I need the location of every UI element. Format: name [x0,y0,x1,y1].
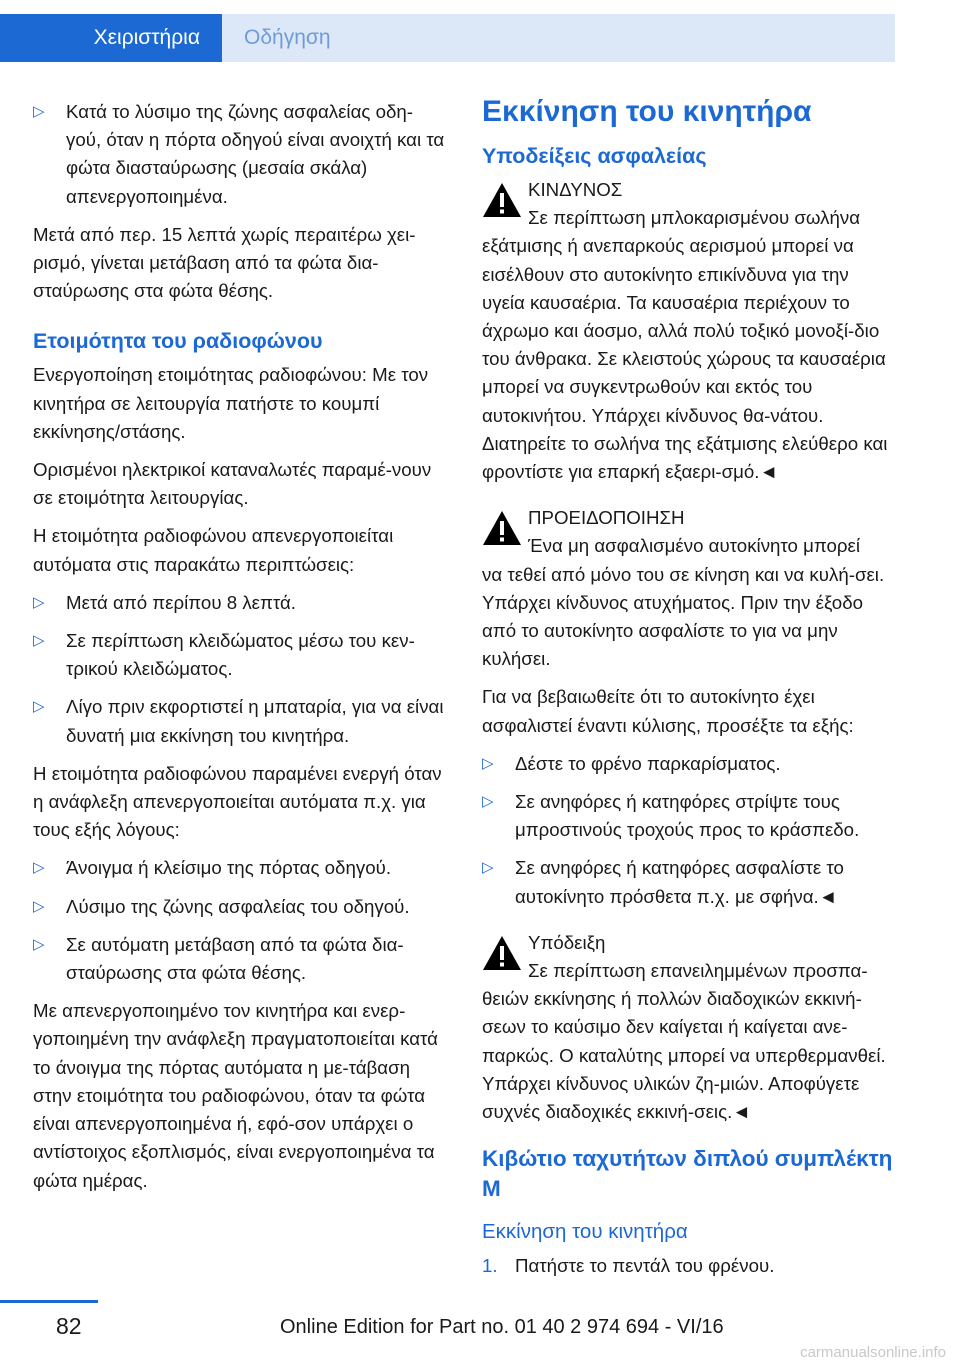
notice-title: ΚΙΝΔΥΝΟΣ [528,179,623,200]
triangle-right-outline-icon: ▷ [33,632,45,650]
footer-divider [0,1300,98,1303]
tab-driving[interactable]: Οδήγηση [222,14,895,62]
list-item: ▷ Σε ανηφόρες ή κατηφόρες ασφαλίστε το αυτοκίνητο πρόσθετα π.χ. με σφήνα.◄ [482,854,895,910]
list-item: ▷ Λύσιμο της ζώνης ασφαλείας του οδηγού. [33,893,448,921]
list-item: ▷ Κατά το λύσιμο της ζώνης ασφαλείας οδη‐γού, όταν η πόρτα οδηγού είναι ανοιχτή και τα φώτα διασταύρωσης (μεσαία σκάλα) απενεργοποιημένα. [33,98,448,211]
triangle-right-outline-icon: ▷ [482,754,494,772]
tab-controls[interactable]: Χειριστήρια [0,14,222,62]
warning-triangle-icon [482,182,522,218]
triangle-right-outline-icon: ▷ [33,103,45,120]
paragraph: Η ετοιμότητα ραδιοφώνου παραμένει ενεργή όταν η ανάφλεξη απενεργοποιείται αυτόματα π.χ. για τους εξής λόγους: [33,762,442,841]
list-item: ▷ Άνοιγμα ή κλείσιμο της πόρτας οδηγού. [33,854,448,882]
triangle-right-outline-icon: ▷ [33,593,45,611]
triangle-right-outline-icon: ▷ [482,793,494,811]
watermark: carmanualsonline.info [800,1344,946,1361]
triangle-right-outline-icon: ▷ [33,935,45,953]
list-item: ▷ Σε περίπτωση κλειδώματος μέσω του κεν‐τρικού κλειδώματος. [33,627,448,683]
triangle-right-outline-icon: ▷ [33,859,45,877]
triangle-right-outline-icon: ▷ [482,859,494,877]
section-heading-radio: Ετοιμότητα του ραδιοφώνου [33,329,323,354]
notice-title: ΠΡΟΕΙΔΟΠΟΙΗΣΗ [528,507,685,529]
paragraph: Ενεργοποίηση ετοιμότητας ραδιοφώνου: Με τον κινητήρα σε λειτουργία πατήστε το κουμπί εκκίνησης/στάσης. [33,364,429,442]
notice-text: εξάτμισης ή ανεπαρκούς αερισμού μπορεί να εισέλθουν στο αυτοκίνητο επικίνδυνα για την υγεία καυσαέρια. Τα καυσαέρια περιέχουν το άχρωμο και άοσμο, αλλά πολύ τοξικό μονοξί‐διο του άνθρακα. Σε κλειστούς χώρους τα καυσαέρια μπορεί να συγκεντρωθούν και εκτός του αυτοκινήτου. Υπάρχει κίνδυνος θα‐νάτου. Διατηρείτε το σωλήνα της εξάτμισης ελεύθερο και φροντίστε για επαρκή εξαερι‐σμό.◄ [482,235,888,483]
right-column [482,95,895,1291]
subsection-heading-start: Εκκίνηση του κινητήρα [482,1220,688,1244]
warning-triangle-icon [482,935,522,971]
notice-text: Σε περίπτωση επανειλημμένων προσπα‐ [528,960,868,982]
step-number: 1. [482,1255,498,1277]
section-heading-safety: Υποδείξεις ασφαλείας [482,144,707,168]
section-heading-gearbox: Κιβώτιο ταχυτήτων διπλού συμπλέκτη M [482,1146,893,1202]
paragraph: Με απενεργοποιημένο τον κινητήρα και ενερ‐γοποιημένη την ανάφλεξη πραγματοποιείται κατά το άνοιγμα της πόρτας αυτόματα η με‐τάβαση στην ετοιμότητα του ραδιοφώνου, όταν τα φώτα είναι απενεργοποιημένα ή, εφό‐σον υπάρχει ο αντίστοιχος εξοπλισμός, είναι ενεργοποιημένα τα φώτα ημέρας. [33,1000,438,1191]
triangle-right-outline-icon: ▷ [33,698,45,716]
page-title: Εκκίνηση του κινητήρα [482,95,812,128]
hint-notice [482,929,895,1126]
left-column [33,98,448,1205]
notice-text: να τεθεί από μόνο του σε κίνηση και να κυλή‐σει. Υπάρχει κίνδυνος ατυχήματος. Πριν την έξοδο από το αυτοκίνητο ασφαλίστε το για να μην κυλήσει. [482,563,885,670]
header-bar [0,0,960,62]
list-item: ▷ Λίγο πριν εκφορτιστεί η μπαταρία, για να είναι δυνατή μια εκκίνηση του κινητήρα. [33,693,448,749]
notice-title: Υπόδειξη [528,931,606,953]
page-number: 82 [56,1313,82,1339]
edition-label: Online Edition for Part no. 01 40 2 974 694 - VI/16 [280,1316,724,1338]
paragraph: Ορισμένοι ηλεκτρικοί καταναλωτές παραμέ‐νουν σε ετοιμότητα λειτουργίας. [33,459,432,509]
list-item: ▷ Μετά από περίπου 8 λεπτά. [33,589,448,617]
list-item: ▷ Σε ανηφόρες ή κατηφόρες στρίψτε τους μπροστινούς τροχούς προς το κράσπεδο. [482,788,895,844]
list-item: ▷ Δέστε το φρένο παρκαρίσματος. [482,750,895,778]
paragraph: Για να βεβαιωθείτε ότι το αυτοκίνητο έχει ασφαλιστεί έναντι κύλισης, προσέξτε τα εξής: [482,686,854,736]
notice-text: Σε περίπτωση μπλοκαρισμένου σωλήνα [528,207,861,229]
notice-text: Ένα μη ασφαλισμένο αυτοκίνητο μπορεί [528,535,861,557]
numbered-step: 1. Πατήστε το πεντάλ του φρένου. [482,1252,895,1280]
paragraph: Μετά από περ. 15 λεπτά χωρίς περαιτέρω χει‐ρισμό, γίνεται μετάβαση από τα φώτα δια‐σταύρωσης στα φώτα θέσης. [33,223,416,302]
list-item: ▷ Σε αυτόματη μετάβαση από τα φώτα δια‐σταύρωσης στα φώτα θέσης. [33,931,448,987]
warning-notice [482,504,895,673]
danger-notice [482,176,895,486]
paragraph: Η ετοιμότητα ραδιοφώνου απενεργοποιείται αυτόματα στις παρακάτω περιπτώσεις: [33,525,394,575]
triangle-right-outline-icon: ▷ [33,897,45,915]
notice-text: θειών εκκίνησης ή πολλών διαδοχικών εκκινή‐σεων το καύσιμο δεν καίγεται ή καίγεται ανε‐παρκώς. Ο καταλύτης μπορεί να υπερθερμανθεί. Υπάρχει κίνδυνος υλικών ζη‐μιών. Αποφύγετε συχνές διαδοχικές εκκινή‐σεις.◄ [482,988,886,1123]
warning-triangle-icon [482,510,522,546]
